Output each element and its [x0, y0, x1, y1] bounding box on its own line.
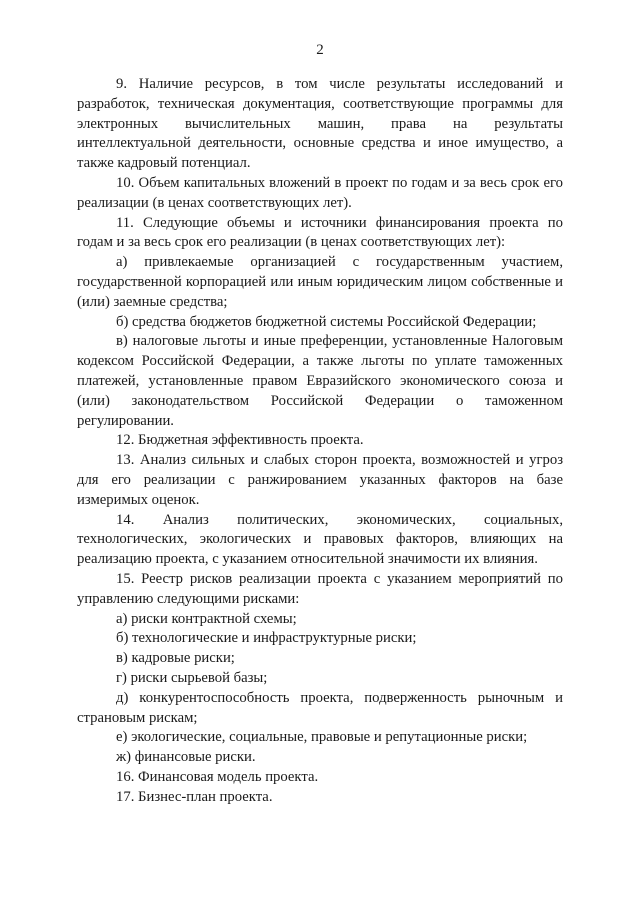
paragraph-item-15b: б) технологические и инфраструктурные риски;	[116, 630, 417, 647]
page-number: 2	[316, 42, 324, 58]
paragraph-item-11b: б) средства бюджетов бюджетной системы Российской Федерации;	[116, 313, 537, 330]
paragraph-item-10: 10. Объем капитальных вложений в проект по годам и за весь срок его реализации (в ценах соответствующих лет).	[77, 174, 563, 211]
paragraph-item-9: 9. Наличие ресурсов, в том числе результаты исследований и разработок, техническая документация, соответствующие программы для электронных вычислительных машин, права на результаты интеллектуальной деятельности, основные средства и иное имущество, а также кадровый потенциал.	[77, 76, 563, 172]
paragraph-item-15: 15. Реестр рисков реализации проекта с указанием мероприятий по управлению следующими рисками:	[77, 570, 563, 607]
paragraph-item-15e: е) экологические, социальные, правовые и репутационные риски;	[116, 729, 528, 746]
paragraph-item-14: 14. Анализ политических, экономических, социальных, технологических, экологических и правовых факторов, влияющих на реализацию проекта, с указанием относительной значимости их влияния.	[77, 511, 563, 568]
paragraph-item-11a: а) привлекаемые организацией с государственным участием, государственной корпорацией или иным юридическим лицом собственные и (или) заемные средства;	[77, 254, 563, 310]
paragraph-item-15v: в) кадровые риски;	[116, 650, 235, 667]
paragraph-item-17: 17. Бизнес-план проекта.	[116, 788, 273, 805]
paragraph-item-11: 11. Следующие объемы и источники финансирования проекта по годам и за весь срок его реализации (в ценах соответствующих лет):	[77, 214, 563, 251]
paragraph-item-13: 13. Анализ сильных и слабых сторон проекта, возможностей и угроз для его реализации с ранжированием указанных факторов на базе измеримых оценок.	[77, 452, 563, 508]
paragraph-item-16: 16. Финансовая модель проекта.	[116, 768, 319, 785]
paragraph-item-11v: в) налоговые льготы и иные преференции, установленные Налоговым кодексом Российской Федерации, а также льготы по уплате таможенных платежей, установленные правом Евразийского экономического союза и (или) законодательством Российской Федерации о таможенном регулировании.	[77, 333, 563, 429]
paragraph-item-15a: а) риски контрактной схемы;	[116, 610, 297, 627]
paragraph-item-15g: г) риски сырьевой базы;	[116, 669, 268, 686]
paragraph-item-12: 12. Бюджетная эффективность проекта.	[116, 432, 364, 449]
document-body	[77, 75, 563, 807]
paragraph-item-15zh: ж) финансовые риски.	[116, 749, 256, 766]
paragraph-item-15d: д) конкурентоспособность проекта, подверженность рыночным и страновым рискам;	[77, 689, 563, 726]
